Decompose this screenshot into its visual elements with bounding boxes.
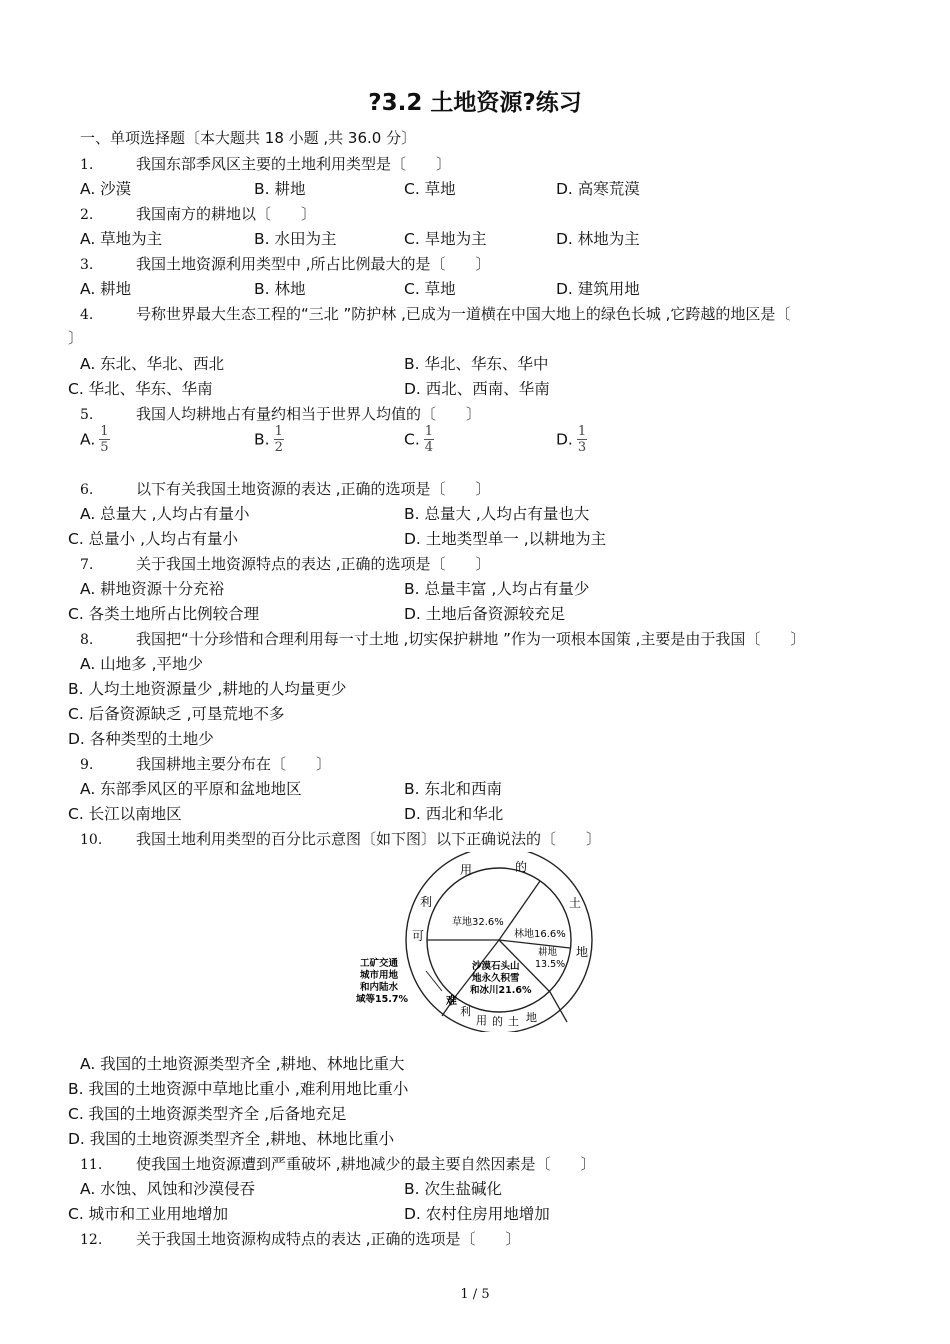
q10-option-d[interactable]: D. 我国的土地资源类型齐全 ,耕地、林地比重小 <box>68 1130 395 1148</box>
outer-label: 用 <box>460 863 473 877</box>
numerator: 1 <box>577 424 587 439</box>
q4-option-c[interactable]: C. 华北、华东、华南 <box>68 380 213 398</box>
question-4 <box>80 303 790 324</box>
question-number: 7. <box>80 557 94 573</box>
question-12 <box>80 1228 521 1249</box>
question-number: 10. <box>80 832 103 848</box>
segment-label-industrial: 和内陆水 <box>360 982 399 993</box>
question-text: 关于我国土地资源构成特点的表达 ,正确的选项是〔 〕 <box>136 1230 521 1248</box>
question-text: 我国土地资源利用类型中 ,所占比例最大的是〔 〕 <box>136 255 491 273</box>
q1-option-d[interactable]: D. 高寒荒漠 <box>556 180 640 198</box>
denominator: 3 <box>577 440 587 455</box>
question-text: 关于我国土地资源特点的表达 ,正确的选项是〔 〕 <box>136 555 491 573</box>
outer-label: 用 <box>476 1014 487 1027</box>
q6-option-c[interactable]: C. 总量小 ,人均占有量小 <box>68 530 239 548</box>
q7-option-c[interactable]: C. 各类土地所占比例较合理 <box>68 605 260 623</box>
q2-option-c[interactable]: C. 旱地为主 <box>404 230 487 248</box>
question-number: 8. <box>80 632 94 648</box>
segment-label-grassland: 草地32.6% <box>452 917 504 928</box>
question-11 <box>80 1153 596 1174</box>
outer-label: 土 <box>508 1015 519 1028</box>
q11-option-b[interactable]: B. 次生盐碱化 <box>404 1180 502 1198</box>
q4-option-a[interactable]: A. 东北、华北、西北 <box>80 355 225 373</box>
option-label: A. <box>80 430 96 449</box>
q2-option-d[interactable]: D. 林地为主 <box>556 230 640 248</box>
fraction <box>577 424 587 455</box>
outer-label: 地 <box>576 945 589 959</box>
q2-option-a[interactable]: A. 草地为主 <box>80 230 163 248</box>
q6-option-b[interactable]: B. 总量大 ,人均占有量也大 <box>404 505 590 523</box>
question-number: 3. <box>80 257 94 273</box>
question-text: 我国人均耕地占有量约相当于世界人均值的〔 〕 <box>136 405 482 423</box>
outer-label: 利 <box>420 895 433 909</box>
q4-option-b[interactable]: B. 华北、华东、华中 <box>404 355 549 373</box>
q9-option-c[interactable]: C. 长江以南地区 <box>68 805 182 823</box>
q3-option-c[interactable]: C. 草地 <box>404 280 456 298</box>
q8-option-c[interactable]: C. 后备资源缺乏 ,可垦荒地不多 <box>68 705 285 723</box>
fraction <box>274 424 284 455</box>
q1-option-c[interactable]: C. 草地 <box>404 180 456 198</box>
q11-option-a[interactable]: A. 水蚀、风蚀和沙漠侵吞 <box>80 1180 256 1198</box>
outer-label: 的 <box>515 860 528 874</box>
q7-option-b[interactable]: B. 总量丰富 ,人均占有量少 <box>404 580 590 598</box>
q8-option-a[interactable]: A. 山地多 ,平地少 <box>80 655 204 673</box>
page-title: ?3.2 土地资源?练习 <box>368 90 582 116</box>
question-text: 我国土地利用类型的百分比示意图〔如下图〕以下正确说法的〔 〕 <box>136 830 602 848</box>
q10-option-b[interactable]: B. 我国的土地资源中草地比重小 ,难利用地比重小 <box>68 1080 409 1098</box>
question-9 <box>80 753 331 774</box>
outer-label: 土 <box>569 896 582 910</box>
q3-option-b[interactable]: B. 林地 <box>254 280 306 298</box>
segment-label-desert: 地永久积雪 <box>472 973 520 984</box>
fraction <box>424 424 434 455</box>
question-number: 9. <box>80 757 94 773</box>
segment-label-industrial: 域等15.7% <box>356 994 408 1005</box>
q5-option-d[interactable] <box>556 424 587 455</box>
question-4-continuation: 〕 <box>68 329 84 347</box>
q4-option-d[interactable]: D. 西北、西南、华南 <box>404 380 550 398</box>
outer-label: 的 <box>492 1015 503 1028</box>
q7-option-a[interactable]: A. 耕地资源十分充裕 <box>80 580 225 598</box>
denominator: 4 <box>424 440 434 455</box>
question-10 <box>80 828 601 849</box>
question-text: 我国东部季风区主要的土地利用类型是〔 〕 <box>136 155 452 173</box>
fraction <box>99 424 109 455</box>
question-text: 我国南方的耕地以〔 〕 <box>136 205 317 223</box>
land-use-pie-figure <box>350 852 600 1032</box>
segment-label-forest: 林地16.6% <box>514 929 566 940</box>
denominator: 2 <box>274 440 283 455</box>
segment-label-desert: 沙漠石头山 <box>472 961 520 972</box>
segment-label-farmland: 13.5% <box>535 959 566 970</box>
q1-option-a[interactable]: A. 沙漠 <box>80 180 132 198</box>
outer-label: 利 <box>460 1005 471 1018</box>
segment-label-industrial: 工矿交通 <box>360 958 399 969</box>
outer-label: 难 <box>446 994 457 1007</box>
q9-option-d[interactable]: D. 西北和华北 <box>404 805 504 823</box>
numerator: 1 <box>424 424 434 439</box>
outer-label: 可 <box>412 929 425 943</box>
page-number: 1 / 5 <box>460 1287 490 1302</box>
q5-option-a[interactable] <box>80 424 110 455</box>
q3-option-a[interactable]: A. 耕地 <box>80 280 132 298</box>
question-6 <box>80 478 491 499</box>
question-number: 12. <box>80 1232 103 1248</box>
question-text: 我国把“十分珍惜和合理利用每一寸土地 ,切实保护耕地 ”作为一项根本国策 ,主要是由于我国〔 〕 <box>136 630 806 648</box>
q5-option-b[interactable] <box>254 424 284 455</box>
outer-circle <box>406 852 592 1032</box>
q10-option-a[interactable]: A. 我国的土地资源类型齐全 ,耕地、林地比重大 <box>80 1055 405 1073</box>
question-text: 我国耕地主要分布在〔 〕 <box>136 755 332 773</box>
q9-option-a[interactable]: A. 东部季风区的平原和盆地地区 <box>80 780 302 798</box>
question-text: 使我国土地资源遭到严重破坏 ,耕地减少的最主要自然因素是〔 〕 <box>136 1155 596 1173</box>
segment-label-farmland: 耕地 <box>538 947 558 958</box>
question-5 <box>80 403 481 424</box>
option-label: C. <box>404 430 420 449</box>
q2-option-b[interactable]: B. 水田为主 <box>254 230 337 248</box>
question-2 <box>80 203 316 224</box>
q7-option-d[interactable]: D. 土地后备资源较充足 <box>404 605 566 623</box>
question-number: 1. <box>80 157 94 173</box>
section-heading: 一、单项选择题〔本大题共 18 小题 ,共 36.0 分〕 <box>80 129 417 147</box>
question-number: 11. <box>80 1157 103 1173</box>
question-8 <box>80 628 805 649</box>
question-text: 以下有关我国土地资源的表达 ,正确的选项是〔 〕 <box>136 480 491 498</box>
option-label: D. <box>556 430 573 449</box>
question-number: 2. <box>80 207 94 223</box>
outer-label: 地 <box>526 1011 537 1024</box>
q8-option-b[interactable]: B. 人均土地资源量少 ,耕地的人均量更少 <box>68 680 347 698</box>
question-number: 4. <box>80 307 94 323</box>
divider-line <box>499 940 570 948</box>
numerator: 1 <box>274 424 283 439</box>
option-label: B. <box>254 430 270 449</box>
denominator: 5 <box>100 440 109 455</box>
question-7 <box>80 553 491 574</box>
q11-option-d[interactable]: D. 农村住房用地增加 <box>404 1205 550 1223</box>
q9-option-b[interactable]: B. 东北和西南 <box>404 780 502 798</box>
question-number: 6. <box>80 482 94 498</box>
question-text: 号称世界最大生态工程的“三北 ”防护林 ,已成为一道横在中国大地上的绿色长城 ,它跨越的地区是〔 <box>136 305 791 323</box>
q10-option-c[interactable]: C. 我国的土地资源类型齐全 ,后备地充足 <box>68 1105 347 1123</box>
q3-option-d[interactable]: D. 建筑用地 <box>556 280 640 298</box>
q6-option-d[interactable]: D. 土地类型单一 ,以耕地为主 <box>404 530 607 548</box>
q11-option-c[interactable]: C. 城市和工业用地增加 <box>68 1205 229 1223</box>
question-number: 5. <box>80 407 94 423</box>
q1-option-b[interactable]: B. 耕地 <box>254 180 306 198</box>
question-1 <box>80 153 451 174</box>
question-3 <box>80 253 491 274</box>
segment-label-industrial: 城市用地 <box>360 970 399 981</box>
q8-option-d[interactable]: D. 各种类型的土地少 <box>68 730 214 748</box>
segment-label-desert: 和冰川21.6% <box>470 985 532 996</box>
numerator: 1 <box>100 424 109 439</box>
q6-option-a[interactable]: A. 总量大 ,人均占有量小 <box>80 505 250 523</box>
q5-option-c[interactable] <box>404 424 434 455</box>
